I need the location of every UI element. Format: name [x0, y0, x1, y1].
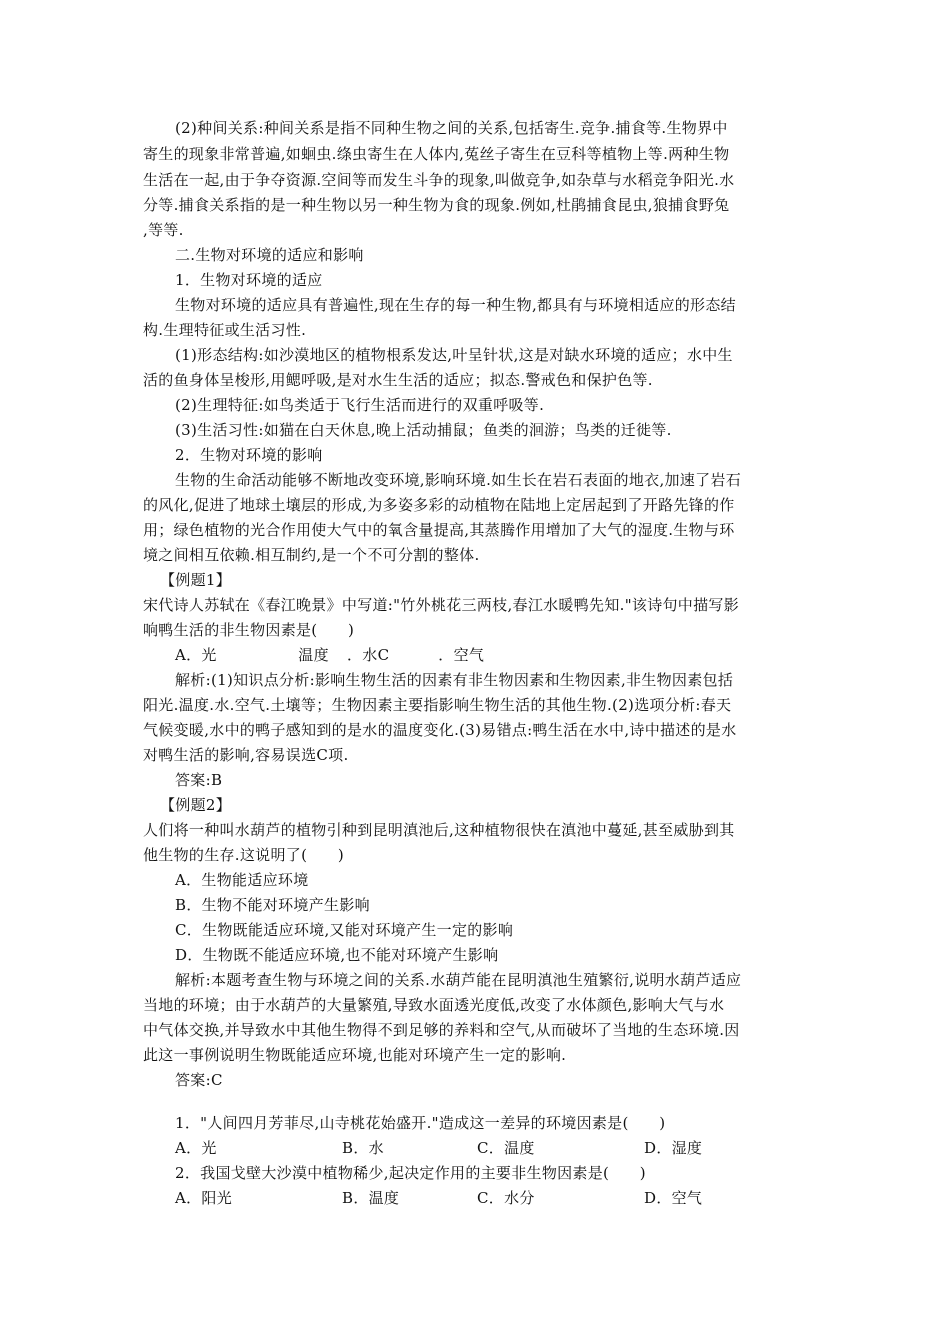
analysis-line: 当地的环境；由于水葫芦的大量繁殖,导致水面透光度低,改变了水体颜色,影响大气与水: [143, 996, 725, 1014]
analysis-line: 对鸭生活的影响,容易误选C项.: [143, 746, 349, 764]
paragraph-line: 境之间相互依赖.相互制约,是一个不可分割的整体.: [143, 546, 480, 564]
analysis-line: 解析:(1)知识点分析:影响生物生活的因素有非生物因素和生物因素,非生物因素包括: [175, 671, 734, 689]
paragraph-line: 用；绿色植物的光合作用使大气中的氧含量提高,其蒸腾作用增加了大气的湿度.生物与环: [143, 521, 735, 539]
option: A．生物能适应环境: [175, 871, 309, 889]
answer-line: 答案:C: [175, 1071, 223, 1089]
analysis-line: 解析:本题考查生物与环境之间的关系.水葫芦能在昆明滇池生殖繁衍,说明水葫芦适应: [175, 971, 742, 989]
option: 温度: [283, 646, 329, 664]
option: C．温度: [477, 1139, 535, 1157]
option: D．湿度: [644, 1139, 703, 1157]
option: B．生物不能对环境产生影响: [175, 896, 370, 914]
option: ．水C: [347, 646, 390, 664]
paragraph-line: (1)形态结构:如沙漠地区的植物根系发达,叶呈针状,这是对缺水环境的适应；水中生: [175, 346, 733, 364]
option-row: [175, 1138, 702, 1158]
option: D．空气: [644, 1189, 703, 1207]
example-title: 【例题1】: [160, 571, 232, 589]
subsection-heading: 1．生物对环境的适应: [175, 271, 323, 289]
paragraph-line: ,等等.: [143, 221, 184, 239]
example-title: 【例题2】: [160, 796, 232, 814]
question-line: 1．"人间四月芳菲尽,山寺桃花始盛开."造成这一差异的环境因素是( ): [175, 1114, 666, 1132]
question-line: 响鸭生活的非生物因素是( ): [143, 621, 355, 639]
paragraph-line: 构.生理特征或生活习性.: [143, 321, 307, 339]
paragraph-line: 的风化,促进了地球土壤层的形成,为多姿多彩的动植物在陆地上定居起到了开路先锋的作: [143, 496, 735, 514]
option: C．水分: [477, 1189, 535, 1207]
option: A．阳光: [175, 1189, 233, 1207]
paragraph-line: 生活在一起,由于争夺资源.空间等而发生斗争的现象,叫做竞争,如杂草与水稻竞争阳光.水: [143, 171, 735, 189]
option: C．生物既能适应环境,又能对环境产生一定的影响: [175, 921, 514, 939]
paragraph-line: 生物对环境的适应具有普遍性,现在生存的每一种生物,都具有与环境相适应的形态结: [175, 296, 736, 314]
option: B．温度: [342, 1189, 400, 1207]
paragraph-line: 活的鱼身体呈梭形,用鳃呼吸,是对水生生活的适应；拟态.警戒色和保护色等.: [143, 371, 653, 389]
question-line: 2．我国戈壁大沙漠中植物稀少,起决定作用的主要非生物因素是( ): [175, 1164, 646, 1182]
analysis-line: 此这一事例说明生物既能适应环境,也能对环境产生一定的影响.: [143, 1046, 567, 1064]
option: B．水: [342, 1139, 384, 1157]
option: A．光: [175, 646, 217, 664]
paragraph-line: 分等.捕食关系指的是一种生物以另一种生物为食的现象.例如,杜鹃捕食昆虫,狼捕食野兔: [143, 196, 730, 214]
analysis-line: 阳光.温度.水.空气.土壤等；生物因素主要指影响生物生活的其他生物.(2)选项分析:春天: [143, 696, 732, 714]
answer-line: 答案:B: [175, 771, 223, 789]
question-line: 宋代诗人苏轼在《春江晚景》中写道:"竹外桃花三两枝,春江水暖鸭先知."该诗句中描写影: [143, 596, 739, 614]
option: A．光: [175, 1139, 217, 1157]
paragraph-line: 寄生的现象非常普遍,如蛔虫.绦虫寄生在人体内,菟丝子寄生在豆科等植物上等.两种生物: [143, 145, 730, 163]
option: D．生物既不能适应环境,也不能对环境产生影响: [175, 946, 499, 964]
paragraph-line: (3)生活习性:如猫在白天休息,晚上活动捕鼠；鱼类的洄游；鸟类的迁徙等.: [175, 421, 672, 439]
section-heading: 二.生物对环境的适应和影响: [175, 246, 364, 264]
question-line: 他生物的生存.这说明了( ): [143, 846, 344, 864]
analysis-line: 气候变暖,水中的鸭子感知到的是水的温度变化.(3)易错点:鸭生活在水中,诗中描述的是水: [143, 721, 737, 739]
paragraph-line: (2)种间关系:种间关系是指不同种生物之间的关系,包括寄生.竞争.捕食等.生物界中: [175, 119, 728, 137]
paragraph-line: (2)生理特征:如鸟类适于飞行生活而进行的双重呼吸等.: [175, 396, 545, 414]
paragraph-line: 生物的生命活动能够不断地改变环境,影响环境.如生长在岩石表面的地衣,加速了岩石: [175, 471, 742, 489]
option: ．空气: [423, 646, 485, 664]
analysis-line: 中气体交换,并导致水中其他生物得不到足够的养料和空气,从而破坏了当地的生态环境.因: [143, 1021, 740, 1039]
option-row: [175, 645, 484, 665]
option-row: [175, 1188, 702, 1208]
question-line: 人们将一种叫水葫芦的植物引种到昆明滇池后,这种植物很快在滇池中蔓延,甚至威胁到其: [143, 821, 735, 839]
subsection-heading: 2．生物对环境的影响: [175, 446, 323, 464]
